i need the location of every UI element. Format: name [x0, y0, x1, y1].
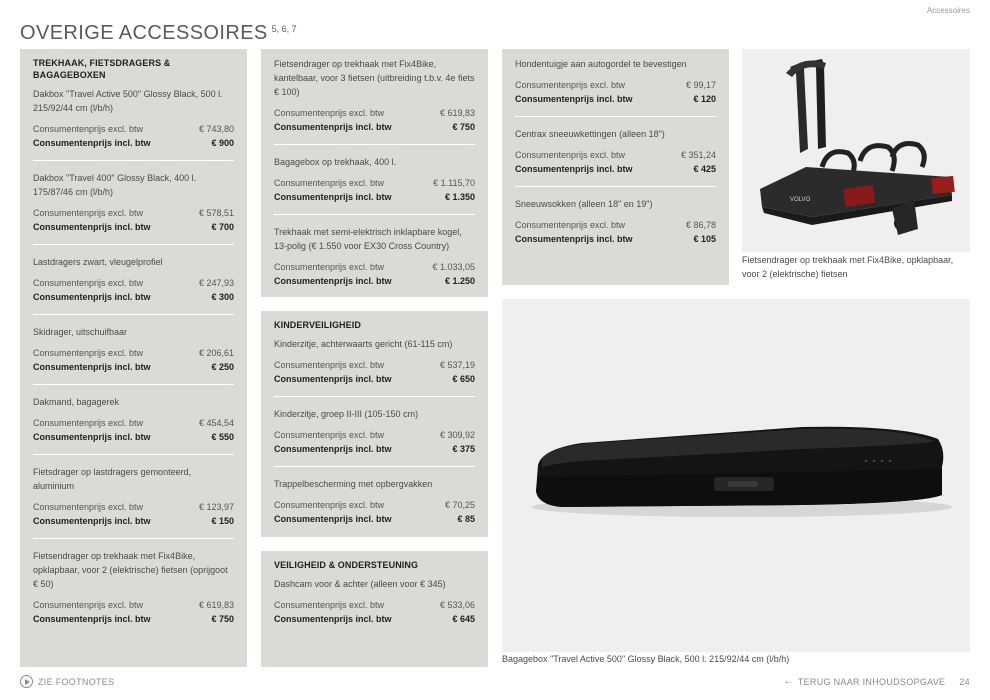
- price-excl-row: [274, 106, 475, 120]
- price-incl-label: Consumentenprijs incl. btw: [33, 614, 151, 624]
- price-excl-value: € 1.033,05: [432, 262, 475, 272]
- price-excl-row: [274, 498, 475, 512]
- price-incl-row: [33, 430, 234, 444]
- price-excl-value: € 247,93: [198, 278, 234, 288]
- item-name: Kinderzitje, groep II-III (105-150 cm): [274, 409, 419, 419]
- price-excl-row: [515, 218, 716, 232]
- footnote-refs: 5, 6, 7: [271, 24, 297, 34]
- item-name: Dakbox "Travel 400" Glossy Black, 400 l. 175/87/46 cm (l/b/h): [33, 173, 197, 197]
- price-incl-value: € 650: [452, 374, 475, 384]
- price-excl-label: Consumentenprijs excl. btw: [274, 430, 385, 440]
- section-heading: VEILIGHEID & ONDERSTEUNING: [274, 560, 419, 570]
- price-excl-label: Consumentenprijs excl. btw: [274, 108, 385, 118]
- bike-carrier-photo: [742, 49, 970, 252]
- price-incl-value: € 1.350: [444, 192, 475, 202]
- price-excl-row: [33, 346, 234, 360]
- price-excl-value: € 533,06: [439, 600, 475, 610]
- item-name: Fietsendrager op trekhaak met Fix4Bike, opklapbaar, voor 2 (elektrische) fietsen (oprijgoot € 50): [33, 551, 228, 589]
- price-incl-row: [33, 514, 234, 528]
- price-excl-label: Consumentenprijs excl. btw: [33, 348, 144, 358]
- accessory-item: [33, 171, 234, 245]
- price-excl-row: [274, 260, 475, 274]
- price-incl-value: € 85: [457, 514, 475, 524]
- price-excl-row: [515, 78, 716, 92]
- back-to-contents-label: TERUG NAAR INHOUDSOPGAVE: [797, 676, 946, 687]
- price-incl-value: € 300: [211, 292, 234, 302]
- price-incl-value: € 750: [211, 614, 234, 624]
- price-excl-row: [33, 500, 234, 514]
- price-excl-value: € 351,24: [680, 150, 716, 160]
- item-list: [274, 577, 475, 636]
- price-incl-value: € 250: [211, 362, 234, 372]
- price-excl-label: Consumentenprijs excl. btw: [274, 360, 385, 370]
- price-incl-value: € 375: [452, 444, 475, 454]
- price-excl-row: [274, 428, 475, 442]
- price-excl-value: € 86,78: [685, 220, 716, 230]
- accessory-item: [33, 395, 234, 455]
- item-name: Sneeuwsokken (alleen 18" en 19"): [515, 199, 653, 209]
- play-circle-icon: [20, 675, 33, 688]
- price-excl-row: [274, 358, 475, 372]
- item-name: Trekhaak met semi-elektrisch inklapbare kogel, 13-polig (€ 1.550 voor EX30 Cross Country): [274, 227, 462, 251]
- item-name: Fietsendrager op trekhaak met Fix4Bike, kantelbaar, voor 3 fietsen (uitbreiding t.b.v. 4e fiets € 100): [274, 59, 475, 97]
- price-incl-value: € 550: [211, 432, 234, 442]
- price-excl-value: € 537,19: [439, 360, 475, 370]
- price-excl-value: € 619,83: [198, 600, 234, 610]
- price-incl-label: Consumentenprijs incl. btw: [33, 362, 151, 372]
- item-name: Centrax sneeuwkettingen (alleen 18"): [515, 129, 665, 139]
- price-incl-row: [274, 512, 475, 526]
- accessory-item: [515, 57, 716, 117]
- price-incl-label: Consumentenprijs incl. btw: [33, 222, 151, 232]
- price-incl-label: Consumentenprijs incl. btw: [33, 138, 151, 148]
- footnotes-link[interactable]: [20, 675, 114, 688]
- price-incl-row: [274, 442, 475, 456]
- accessory-item: [33, 325, 234, 385]
- accessory-item: [274, 577, 475, 636]
- price-excl-label: Consumentenprijs excl. btw: [33, 502, 144, 512]
- item-name: Dakmand, bagagerek: [33, 397, 120, 407]
- item-name: Dakbox "Travel Active 500" Glossy Black, 500 l. 215/92/44 cm (l/b/h): [33, 89, 223, 113]
- price-excl-value: € 578,51: [198, 208, 234, 218]
- accessory-item: [33, 255, 234, 315]
- accessory-item: [274, 337, 475, 397]
- price-incl-row: [33, 612, 234, 626]
- price-excl-label: Consumentenprijs excl. btw: [33, 600, 144, 610]
- price-incl-label: Consumentenprijs incl. btw: [274, 374, 392, 384]
- header-section-label: Accessoires: [926, 6, 970, 15]
- item-name: Trappelbescherming met opbergvakken: [274, 479, 433, 489]
- price-excl-value: € 206,61: [198, 348, 234, 358]
- item-name: Dashcam voor & achter (alleen voor € 345): [274, 579, 446, 589]
- price-excl-label: Consumentenprijs excl. btw: [33, 278, 144, 288]
- price-excl-label: Consumentenprijs excl. btw: [274, 178, 385, 188]
- footnotes-link-label: ZIE FOOTNOTES: [38, 676, 115, 687]
- price-incl-label: Consumentenprijs incl. btw: [33, 292, 151, 302]
- price-excl-value: € 99,17: [685, 80, 716, 90]
- price-excl-row: [33, 416, 234, 430]
- accessory-item: [33, 87, 234, 161]
- panel-safety-support: [261, 551, 488, 667]
- item-list: [515, 57, 716, 256]
- price-incl-label: Consumentenprijs incl. btw: [33, 432, 151, 442]
- arrow-left-icon: ←: [783, 676, 794, 687]
- price-incl-row: [33, 290, 234, 304]
- price-incl-row: [33, 136, 234, 150]
- price-incl-label: Consumentenprijs incl. btw: [515, 94, 633, 104]
- price-excl-value: € 309,92: [439, 430, 475, 440]
- accessory-item: [274, 57, 475, 145]
- price-excl-value: € 454,54: [198, 418, 234, 428]
- price-excl-label: Consumentenprijs excl. btw: [33, 418, 144, 428]
- price-excl-label: Consumentenprijs excl. btw: [515, 220, 626, 230]
- price-excl-label: Consumentenprijs excl. btw: [274, 500, 385, 510]
- price-incl-value: € 900: [211, 138, 234, 148]
- price-incl-row: [274, 120, 475, 134]
- page-number: 24: [959, 676, 970, 687]
- price-incl-label: Consumentenprijs incl. btw: [274, 514, 392, 524]
- section-heading: KINDERVEILIGHEID: [274, 320, 361, 330]
- accessory-item: [274, 477, 475, 536]
- price-excl-value: € 123,97: [198, 502, 234, 512]
- page-title: OVERIGE ACCESSOIRES $^{5, 6, 7}$: [20, 22, 297, 44]
- price-excl-row: [33, 276, 234, 290]
- price-incl-value: € 425: [693, 164, 716, 174]
- price-excl-row: [515, 148, 716, 162]
- price-excl-label: Consumentenprijs excl. btw: [274, 262, 385, 272]
- price-incl-label: Consumentenprijs incl. btw: [274, 444, 392, 454]
- price-excl-row: [33, 598, 234, 612]
- accessory-item: [515, 197, 716, 256]
- price-incl-value: € 150: [211, 516, 234, 526]
- price-incl-value: € 105: [693, 234, 716, 244]
- bike-carrier-brand: VOLVO: [790, 197, 811, 203]
- price-excl-row: [33, 206, 234, 220]
- item-name: Fietsdrager op lastdragers gemonteerd, aluminium: [33, 467, 192, 491]
- price-incl-value: € 750: [452, 122, 475, 132]
- price-excl-row: [33, 122, 234, 136]
- item-name: Bagagebox op trekhaak, 400 l.: [274, 157, 397, 167]
- panel-towbar-extras: [261, 49, 488, 297]
- price-excl-label: Consumentenprijs excl. btw: [515, 80, 626, 90]
- accessory-item: [274, 407, 475, 467]
- price-excl-value: € 619,83: [439, 108, 475, 118]
- price-incl-label: Consumentenprijs incl. btw: [274, 614, 392, 624]
- item-name: Skidrager, uitschuifbaar: [33, 327, 128, 337]
- price-excl-row: [274, 598, 475, 612]
- item-list: [33, 87, 234, 636]
- item-name: Lastdragers zwart, vleugelprofiel: [33, 257, 163, 267]
- section-heading: TREKHAAK, FIETSDRAGERS & BAGAGEBOXEN: [33, 58, 171, 80]
- price-incl-label: Consumentenprijs incl. btw: [274, 276, 392, 286]
- accessory-item: [274, 155, 475, 215]
- price-incl-row: [33, 220, 234, 234]
- price-incl-label: Consumentenprijs incl. btw: [515, 234, 633, 244]
- price-incl-row: [33, 360, 234, 374]
- price-excl-label: Consumentenprijs excl. btw: [515, 150, 626, 160]
- price-excl-value: € 743,80: [198, 124, 234, 134]
- price-incl-value: € 645: [452, 614, 475, 624]
- price-incl-label: Consumentenprijs incl. btw: [33, 516, 151, 526]
- price-excl-label: Consumentenprijs excl. btw: [33, 124, 144, 134]
- panel-misc: [502, 49, 729, 285]
- price-incl-row: [274, 274, 475, 288]
- price-incl-row: [515, 232, 716, 246]
- back-to-contents-link[interactable]: [784, 676, 971, 687]
- panel-towbar-carriers: [20, 49, 247, 667]
- accessory-item: [33, 465, 234, 539]
- accessory-item: [274, 225, 475, 298]
- price-incl-row: [515, 92, 716, 106]
- price-excl-value: € 70,25: [444, 500, 475, 510]
- price-incl-value: € 1.250: [444, 276, 475, 286]
- price-incl-row: [274, 372, 475, 386]
- item-name: Kinderzitje, achterwaarts gericht (61-115 cm): [274, 339, 453, 349]
- accessory-item: [33, 549, 234, 636]
- price-incl-value: € 700: [211, 222, 234, 232]
- price-incl-label: Consumentenprijs incl. btw: [274, 192, 392, 202]
- accessory-item: [515, 127, 716, 187]
- price-excl-value: € 1.115,70: [433, 178, 475, 188]
- panel-child-safety: [261, 311, 488, 537]
- price-incl-value: € 120: [693, 94, 716, 104]
- price-excl-row: [274, 176, 475, 190]
- roofbox-caption: Bagagebox "Travel Active 500" Glossy Black, 500 l. 215/92/44 cm (l/b/h): [502, 654, 790, 664]
- roofbox-photo: [502, 299, 970, 652]
- price-excl-label: Consumentenprijs excl. btw: [33, 208, 144, 218]
- price-incl-label: Consumentenprijs incl. btw: [515, 164, 633, 174]
- price-incl-label: Consumentenprijs incl. btw: [274, 122, 392, 132]
- price-incl-row: [274, 190, 475, 204]
- item-list: [274, 57, 475, 298]
- price-excl-label: Consumentenprijs excl. btw: [274, 600, 385, 610]
- item-list: [274, 337, 475, 536]
- price-incl-row: [274, 612, 475, 626]
- item-name: Hondentuigje aan autogordel te bevestigen: [515, 59, 687, 69]
- bike-carrier-caption: Fietsendrager op trekhaak met Fix4Bike, opklapbaar, voor 2 (elektrische) fietsen: [742, 255, 954, 279]
- price-incl-row: [515, 162, 716, 176]
